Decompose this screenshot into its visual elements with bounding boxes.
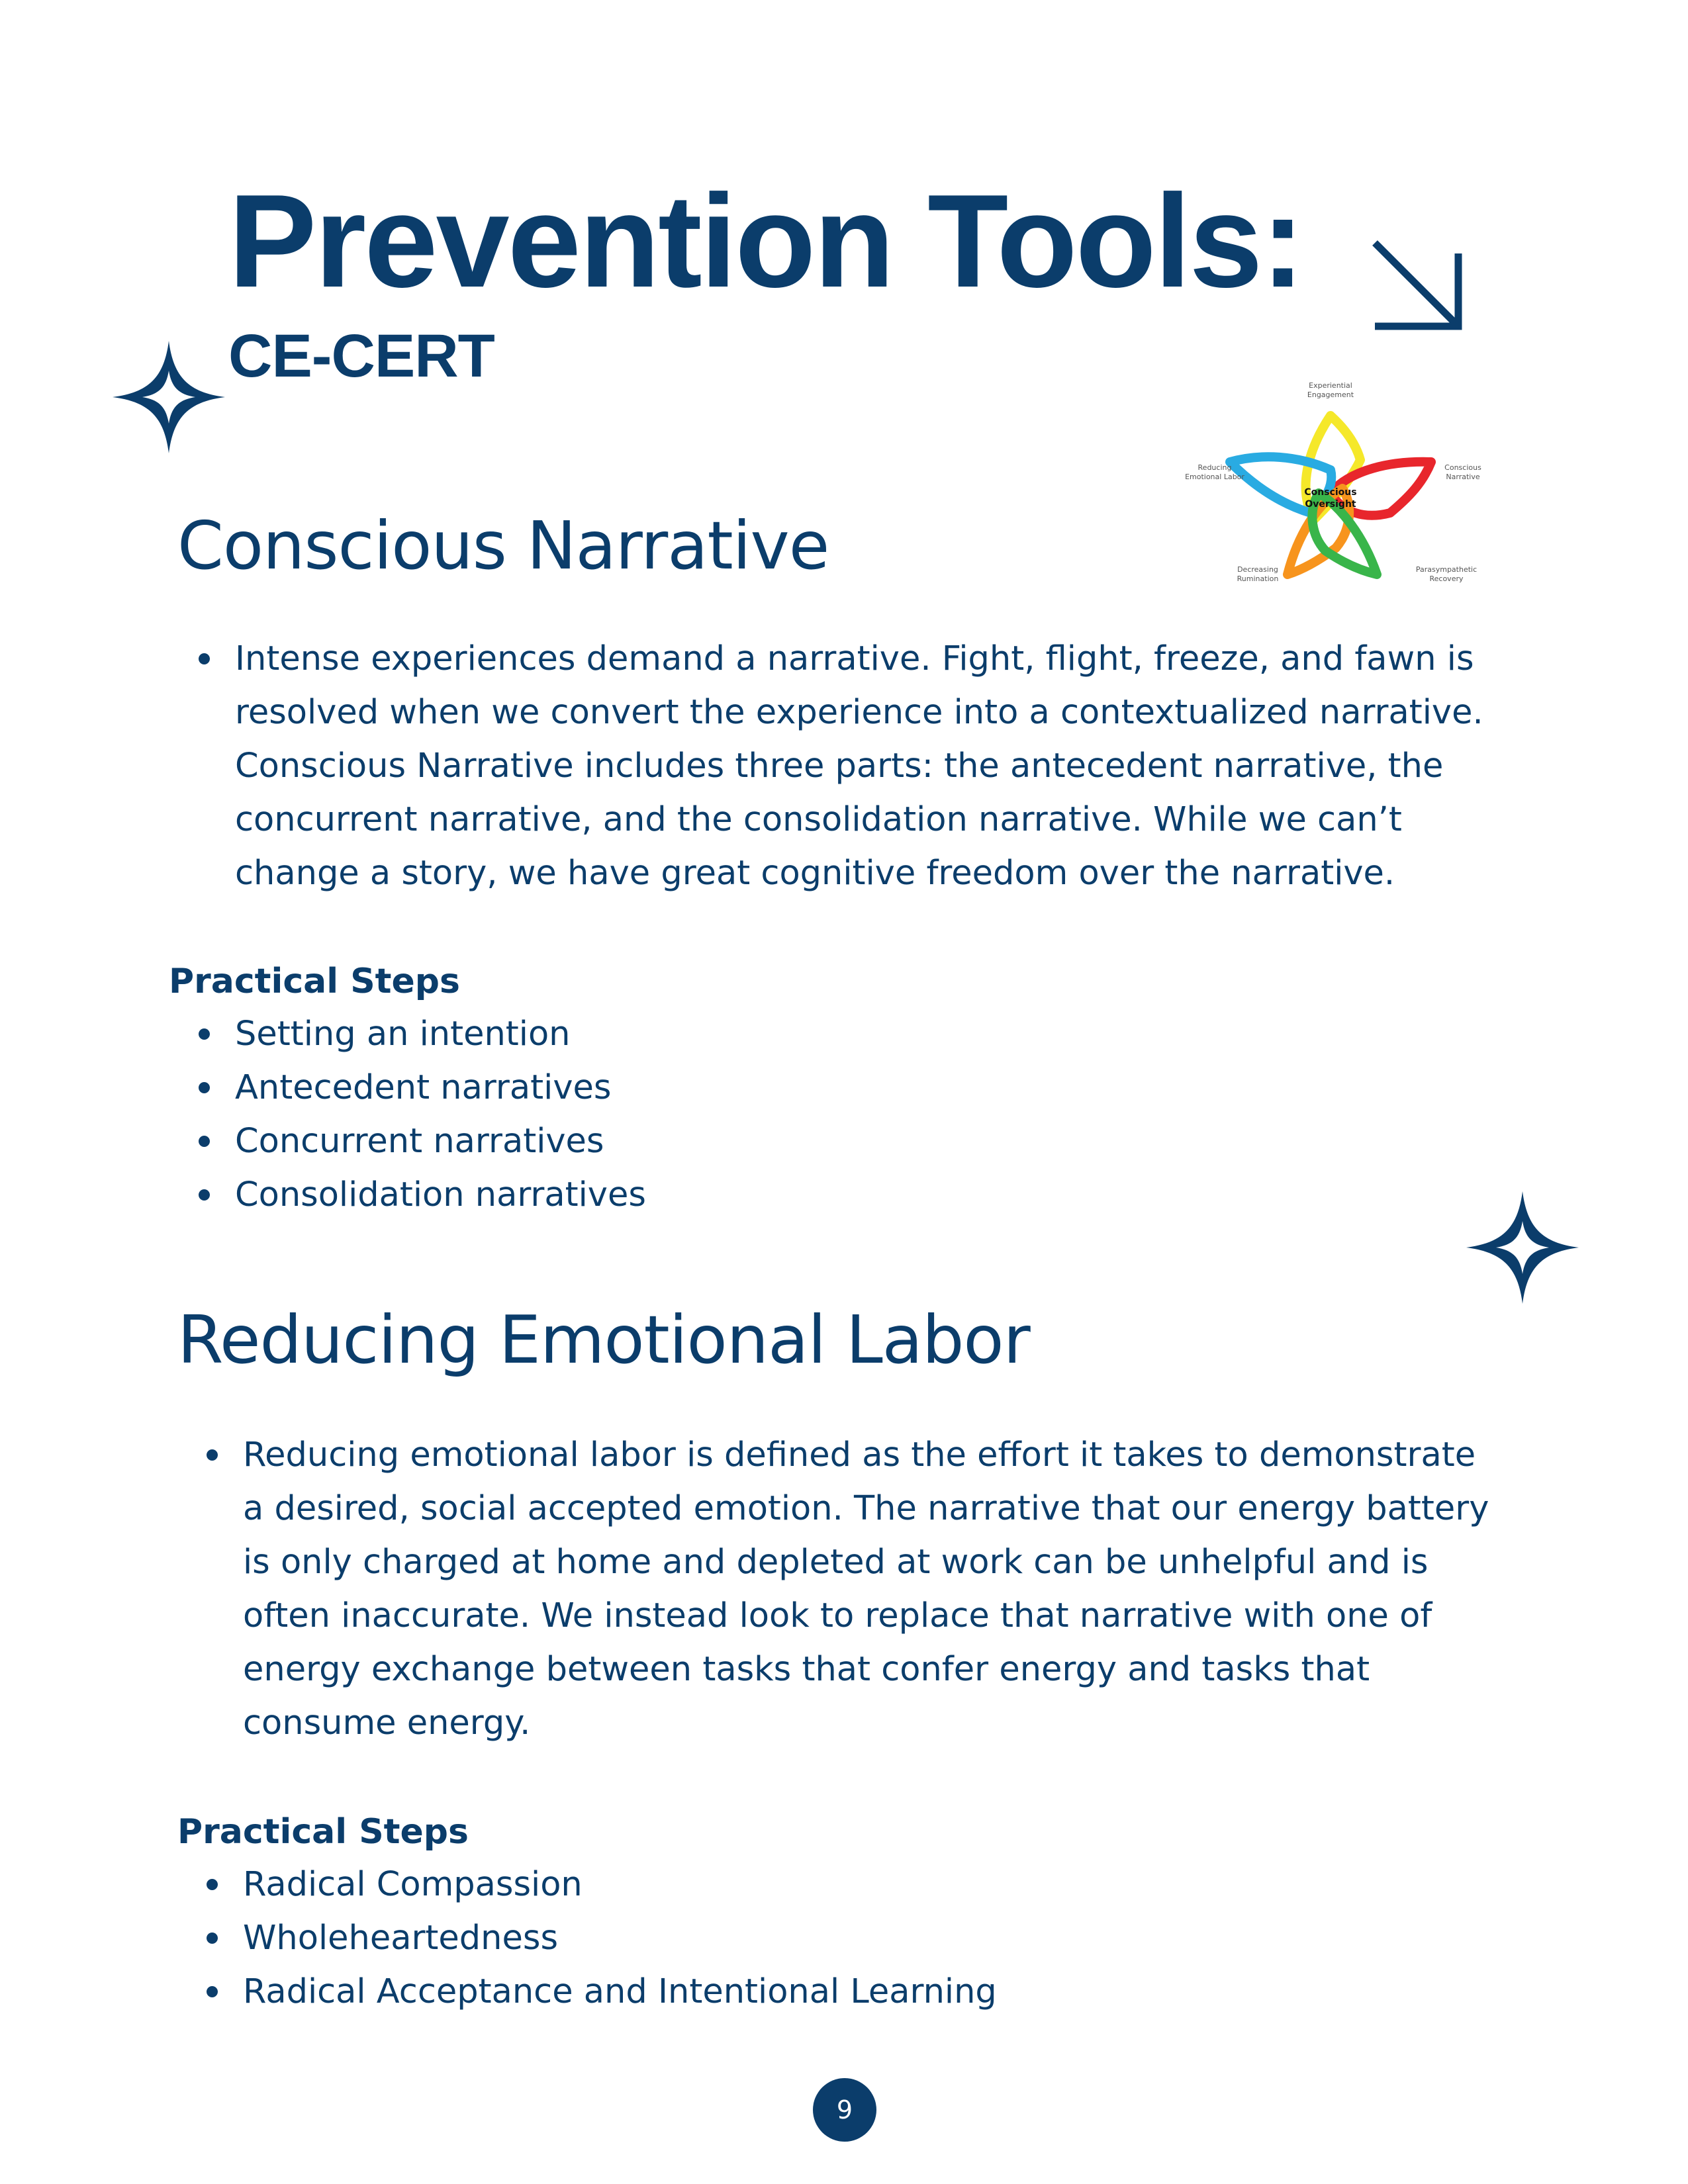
- list-item: Consolidation narratives: [235, 1168, 1493, 1222]
- text-line: consume energy.: [243, 1704, 531, 1743]
- page-subtitle: CE-CERT: [228, 322, 494, 390]
- list-item: Setting an intention: [235, 1007, 1493, 1061]
- list-item: Radical Acceptance and Intentional Learning: [243, 1965, 1501, 2019]
- arrow-down-right-icon: [1367, 235, 1466, 334]
- diagram-center-label-1: Conscious: [1304, 487, 1357, 498]
- section1-steps-heading: Practical Steps: [169, 962, 460, 1001]
- text-line: is only charged at home and depleted at work can be unhelpful and is: [243, 1543, 1429, 1582]
- text-line: energy exchange between tasks that confer energy and tasks that: [243, 1650, 1370, 1689]
- list-item: Wholeheartedness: [243, 1911, 1501, 1965]
- section1-steps-list: [235, 1007, 1493, 1222]
- text-line: often inaccurate. We instead look to replace that narrative with one of: [243, 1596, 1432, 1635]
- list-item: Concurrent narratives: [235, 1115, 1493, 1168]
- section-heading-reducing-emotional-labor: Reducing Emotional Labor: [177, 1301, 1030, 1379]
- text-line: Reducing emotional labor is defined as the effort it takes to demonstrate: [243, 1435, 1476, 1475]
- diagram-label-right-2: Narrative: [1446, 473, 1480, 481]
- section2-steps-heading: Practical Steps: [177, 1812, 469, 1852]
- ce-cert-diagram: [1172, 377, 1489, 596]
- section2-description-list: [243, 1428, 1501, 1750]
- text-line: resolved when we convert the experience into a contextualized narrative.: [235, 693, 1483, 732]
- section-heading-conscious-narrative: Conscious Narrative: [177, 507, 829, 584]
- section1-description: [235, 632, 1493, 900]
- diagram-label-bottom-right-2: Recovery: [1429, 574, 1464, 583]
- diagram-label-top-1: Experiential: [1309, 381, 1352, 390]
- diagram-label-bottom-left-2: Rumination: [1237, 574, 1279, 583]
- list-item: Antecedent narratives: [235, 1061, 1493, 1115]
- text-line: a desired, social accepted emotion. The narrative that our energy battery: [243, 1489, 1489, 1528]
- diagram-label-bottom-right-1: Parasympathetic: [1415, 565, 1477, 574]
- diagram-center-label-2: Oversight: [1305, 499, 1356, 510]
- page-number-badge: [813, 2078, 876, 2142]
- page-title: Prevention Tools:: [228, 167, 1303, 315]
- sparkle-star-icon: [113, 341, 225, 453]
- section2-description: [243, 1428, 1501, 1750]
- diagram-label-left-1: Reducing: [1197, 463, 1232, 472]
- diagram-label-right-1: Conscious: [1444, 463, 1481, 472]
- text-line: Conscious Narrative includes three parts: the antecedent narrative, the: [235, 747, 1444, 786]
- page-number: 9: [836, 2095, 853, 2124]
- diagram-label-top-2: Engagement: [1307, 390, 1354, 399]
- diagram-label-left-2: Emotional Labor: [1185, 473, 1244, 481]
- text-line: Intense experiences demand a narrative. Fight, flight, freeze, and fawn is: [235, 639, 1474, 678]
- text-line: concurrent narrative, and the consolidation narrative. While we can’t: [235, 800, 1402, 839]
- section1-description-list: [235, 632, 1493, 900]
- diagram-label-bottom-left-1: Decreasing: [1237, 565, 1278, 574]
- text-line: change a story, we have great cognitive freedom over the narrative.: [235, 854, 1395, 893]
- list-item: Radical Compassion: [243, 1858, 1501, 1911]
- section2-steps-list: [243, 1858, 1501, 2019]
